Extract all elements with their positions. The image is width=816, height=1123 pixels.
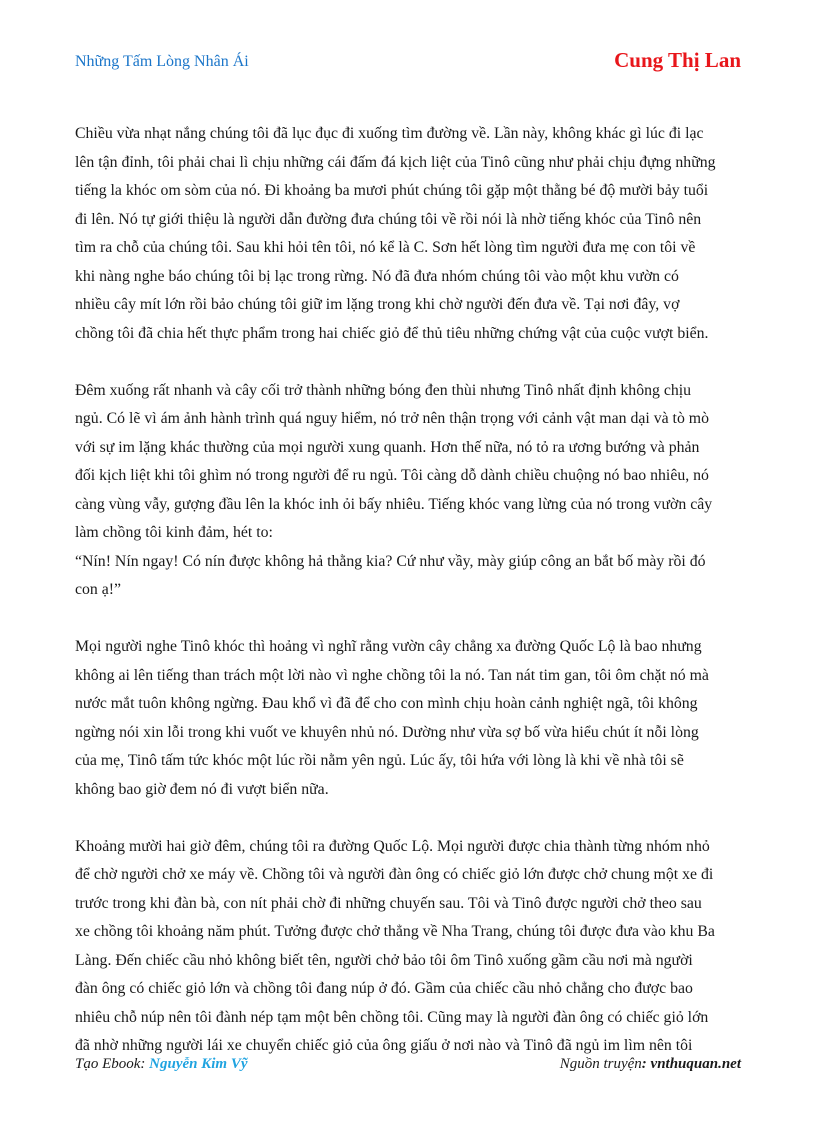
text-line: lên tận đỉnh, tôi phải chai lì chịu những cái đấm đá kịch liệt của Tinô cũng như phải chịu đựng những <box>75 153 716 171</box>
text-line: ngủ. Có lẽ vì ám ảnh hành trình quá nguy hiểm, nó trở nên thận trọng với cảnh vật man dại và tò mò <box>75 410 709 427</box>
text-line: nước mắt tuôn không ngừng. Đau khổ vì đã để cho con mình chịu hoàn cảnh nghiệt ngã, tôi không <box>75 695 698 712</box>
text-line: đàn ông có chiếc giỏ lớn và chồng tôi đang núp ở đó. Gầm của chiếc cầu nhỏ chẳng cho được bao <box>75 980 693 997</box>
text-line: Khoảng mười hai giờ đêm, chúng tôi ra đường Quốc Lộ. Mọi người được chia thành từng nhóm nhỏ <box>75 837 710 855</box>
text-line: nhiều cây mít lớn rồi bảo chúng tôi giữ im lặng trong khi chờ người đến đưa về. Tại nơi đây, vợ <box>75 296 680 313</box>
text-line: “Nín! Nín ngay! Có nín được không hả thằng kia? Cứ như vầy, mày giúp công an bắt bố mày rồi đó <box>75 552 706 570</box>
text-line: trước trong khi đàn bà, con nít phải chờ đi những chuyến sau. Tôi và Tinô được người chở theo sau <box>75 894 702 912</box>
text-line: con ạ!” <box>75 581 122 598</box>
source-separator: : <box>641 1056 651 1072</box>
text-line: của mẹ, Tinô tấm tức khóc một lúc rồi nằm yên ngủ. Lúc ấy, tôi hứa với lòng là khi về nhà tôi sẽ <box>75 752 684 769</box>
text-line: khi nàng nghe báo chúng tôi bị lạc trong rừng. Nó đã đưa nhóm chúng tôi vào một khu vườn có <box>75 267 679 285</box>
text-line: nhiêu chỗ núp nên tôi đành nép tạm một bên chồng tôi. Cũng may là người đàn ông có chiếc giỏ lớn <box>75 1008 709 1026</box>
ebook-credit <box>75 1056 248 1073</box>
story-body <box>75 120 755 1061</box>
book-title: Những Tấm Lòng Nhân Ái <box>75 53 249 70</box>
source-label: Nguồn truyện <box>559 1056 642 1072</box>
text-line: Đêm xuống rất nhanh và cây cối trở thành những bóng đen thùi nhưng Tinô nhất định không chịu <box>75 381 692 399</box>
source-site: vnthuquan.net <box>650 1056 741 1072</box>
text-line: để chờ người chở xe máy về. Chồng tôi và người đàn ông có chiếc giỏ lớn được chở chung một xe đi <box>75 866 714 883</box>
text-line: tìm ra chỗ của chúng tôi. Sau khi hỏi tên tôi, nó kể là C. Sơn hết lòng tìm người đưa mẹ con tôi về <box>75 239 696 256</box>
source-credit <box>560 1056 741 1073</box>
ebook-creator: Nguyễn Kim Vỹ <box>149 1056 248 1072</box>
ebook-label: Tạo Ebook <box>75 1056 141 1072</box>
text-line: đi lên. Nó tự giới thiệu là người dẫn đường đưa chúng tôi về rồi nói là nhờ tiếng khóc của Tinô nên <box>75 210 702 228</box>
text-line: Chiều vừa nhạt nắng chúng tôi đã lục đục đi xuống tìm đường về. Lần này, không khác gì lúc đi lạc <box>75 125 704 142</box>
text-line: càng vùng vẫy, gượng đầu lên la khóc inh ỏi bấy nhiêu. Tiếng khóc vang lừng của nó trong vườn cây <box>75 495 713 513</box>
text-line: Mọi người nghe Tinô khóc thì hoảng vì nghĩ rằng vườn cây chẳng xa đường Quốc Lộ là bao nhưng <box>75 638 702 655</box>
text-line: không ai lên tiếng than trách một lời nào vì nghe chồng tôi la nó. Tan nát tim gan, tôi ôm chặt nó mà <box>75 666 709 684</box>
text-line: làm chồng tôi kinh đảm, hét to: <box>75 524 273 541</box>
ebook-separator: : <box>140 1056 150 1072</box>
paragraph-1 <box>75 120 755 348</box>
paragraph-3-quote <box>75 548 755 605</box>
text-line: đối kịch liệt khi tôi ghìm nó trong người để ru ngủ. Tôi càng dỗ dành chiều chuộng nó bao nhiêu, nó <box>75 467 709 484</box>
text-line: chồng tôi đã chia hết thực phẩm trong hai chiếc giỏ để thủ tiêu những chứng vật của cuộc vượt biển. <box>75 324 709 342</box>
text-line: ngừng nói xin lỗi trong khi vuốt ve khuyên nhủ nó. Dường như vừa sợ bố vừa hiểu chút ít nỗi lòng <box>75 723 699 741</box>
text-line: xe chồng tôi khoảng năm phút. Tưởng được chở thẳng về Nha Trang, chúng tôi được đưa vào khu Ba <box>75 923 715 940</box>
paragraph-4 <box>75 633 755 804</box>
text-line: đã nhờ những người lái xe chuyển chiếc giỏ của ông giấu ở nơi nào và Tinô đã ngủ im lìm nên tôi <box>75 1037 693 1054</box>
text-line: tiếng la khóc om sòm của nó. Đi khoảng ba mươi phút chúng tôi gặp một thằng bé độ mười bảy tuổi <box>75 182 709 199</box>
paragraph-2 <box>75 377 755 548</box>
text-line: Làng. Đến chiếc cầu nhỏ không biết tên, người chở bảo tôi ôm Tinô xuống gầm cầu nơi mà người <box>75 951 693 969</box>
text-line: không bao giờ đem nó đi vượt biển nữa. <box>75 780 329 798</box>
paragraph-5 <box>75 833 755 1061</box>
author-name: Cung Thị Lan <box>614 48 741 72</box>
text-line: với sự im lặng khác thường của mọi người xung quanh. Hơn thế nữa, nó tỏ ra ương bướng và phản <box>75 438 700 456</box>
